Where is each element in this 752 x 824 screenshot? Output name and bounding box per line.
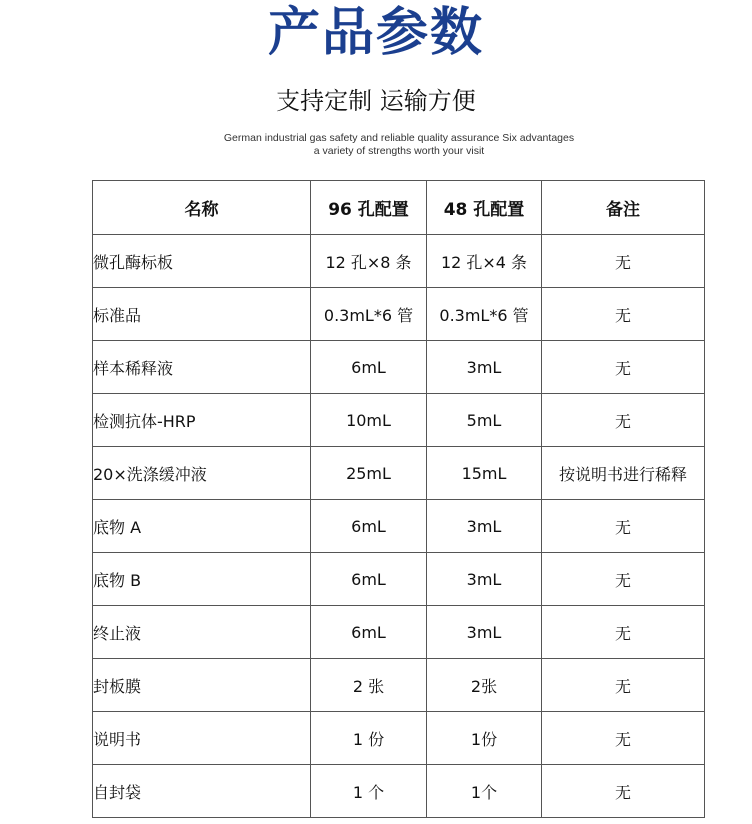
table-row bbox=[93, 553, 705, 606]
table-row bbox=[93, 288, 705, 341]
column-header-48-well: 48 孔配置 bbox=[427, 181, 542, 235]
table-row bbox=[93, 765, 705, 818]
table-row bbox=[93, 447, 705, 500]
cell-remark: 无 bbox=[542, 341, 705, 394]
cell-name: 标准品 bbox=[93, 288, 311, 341]
cell-name: 底物 A bbox=[93, 500, 311, 553]
cell-48-well: 5mL bbox=[427, 394, 542, 447]
cell-48-well: 15mL bbox=[427, 447, 542, 500]
cell-48-well: 1个 bbox=[427, 765, 542, 818]
column-header-96-well: 96 孔配置 bbox=[311, 181, 427, 235]
table-row bbox=[93, 712, 705, 765]
cell-remark: 无 bbox=[542, 765, 705, 818]
cell-name: 20×洗涤缓冲液 bbox=[93, 447, 311, 500]
cell-name: 样本稀释液 bbox=[93, 341, 311, 394]
cell-name: 封板膜 bbox=[93, 659, 311, 712]
cell-remark: 无 bbox=[542, 712, 705, 765]
cell-48-well: 0.3mL*6 管 bbox=[427, 288, 542, 341]
table-row bbox=[93, 235, 705, 288]
cell-96-well: 12 孔×8 条 bbox=[311, 235, 427, 288]
cell-remark: 无 bbox=[542, 500, 705, 553]
table-row bbox=[93, 606, 705, 659]
cell-name: 微孔酶标板 bbox=[93, 235, 311, 288]
cell-96-well: 1 份 bbox=[311, 712, 427, 765]
table-row bbox=[93, 500, 705, 553]
cell-remark: 无 bbox=[542, 606, 705, 659]
cell-name: 终止液 bbox=[93, 606, 311, 659]
table-row bbox=[93, 394, 705, 447]
cell-96-well: 10mL bbox=[311, 394, 427, 447]
cell-48-well: 3mL bbox=[427, 500, 542, 553]
cell-96-well: 25mL bbox=[311, 447, 427, 500]
cell-48-well: 3mL bbox=[427, 606, 542, 659]
page-subtitle: 支持定制 运输方便 bbox=[276, 87, 476, 115]
table-row bbox=[93, 659, 705, 712]
cell-96-well: 2 张 bbox=[311, 659, 427, 712]
table-header-row bbox=[93, 181, 705, 235]
cell-96-well: 0.3mL*6 管 bbox=[311, 288, 427, 341]
cell-96-well: 6mL bbox=[311, 341, 427, 394]
column-header-name: 名称 bbox=[93, 181, 311, 235]
english-tagline-line2: a variety of strengths worth your visit bbox=[313, 145, 485, 157]
cell-name: 底物 B bbox=[93, 553, 311, 606]
english-tagline-line1: German industrial gas safety and reliable quality assurance Six advantages bbox=[223, 132, 575, 144]
cell-48-well: 3mL bbox=[427, 341, 542, 394]
cell-remark: 按说明书进行稀释 bbox=[542, 447, 705, 500]
parameter-table bbox=[92, 180, 705, 818]
cell-remark: 无 bbox=[542, 394, 705, 447]
cell-name: 检测抗体-HRP bbox=[93, 394, 311, 447]
cell-48-well: 1份 bbox=[427, 712, 542, 765]
cell-remark: 无 bbox=[542, 553, 705, 606]
cell-remark: 无 bbox=[542, 235, 705, 288]
cell-96-well: 6mL bbox=[311, 553, 427, 606]
page-title: 产品参数 bbox=[267, 3, 484, 63]
cell-48-well: 3mL bbox=[427, 553, 542, 606]
cell-96-well: 1 个 bbox=[311, 765, 427, 818]
cell-96-well: 6mL bbox=[311, 606, 427, 659]
table-row bbox=[93, 341, 705, 394]
cell-96-well: 6mL bbox=[311, 500, 427, 553]
cell-48-well: 12 孔×4 条 bbox=[427, 235, 542, 288]
cell-remark: 无 bbox=[542, 659, 705, 712]
cell-name: 自封袋 bbox=[93, 765, 311, 818]
cell-48-well: 2张 bbox=[427, 659, 542, 712]
cell-name: 说明书 bbox=[93, 712, 311, 765]
cell-remark: 无 bbox=[542, 288, 705, 341]
column-header-remarks: 备注 bbox=[542, 181, 705, 235]
